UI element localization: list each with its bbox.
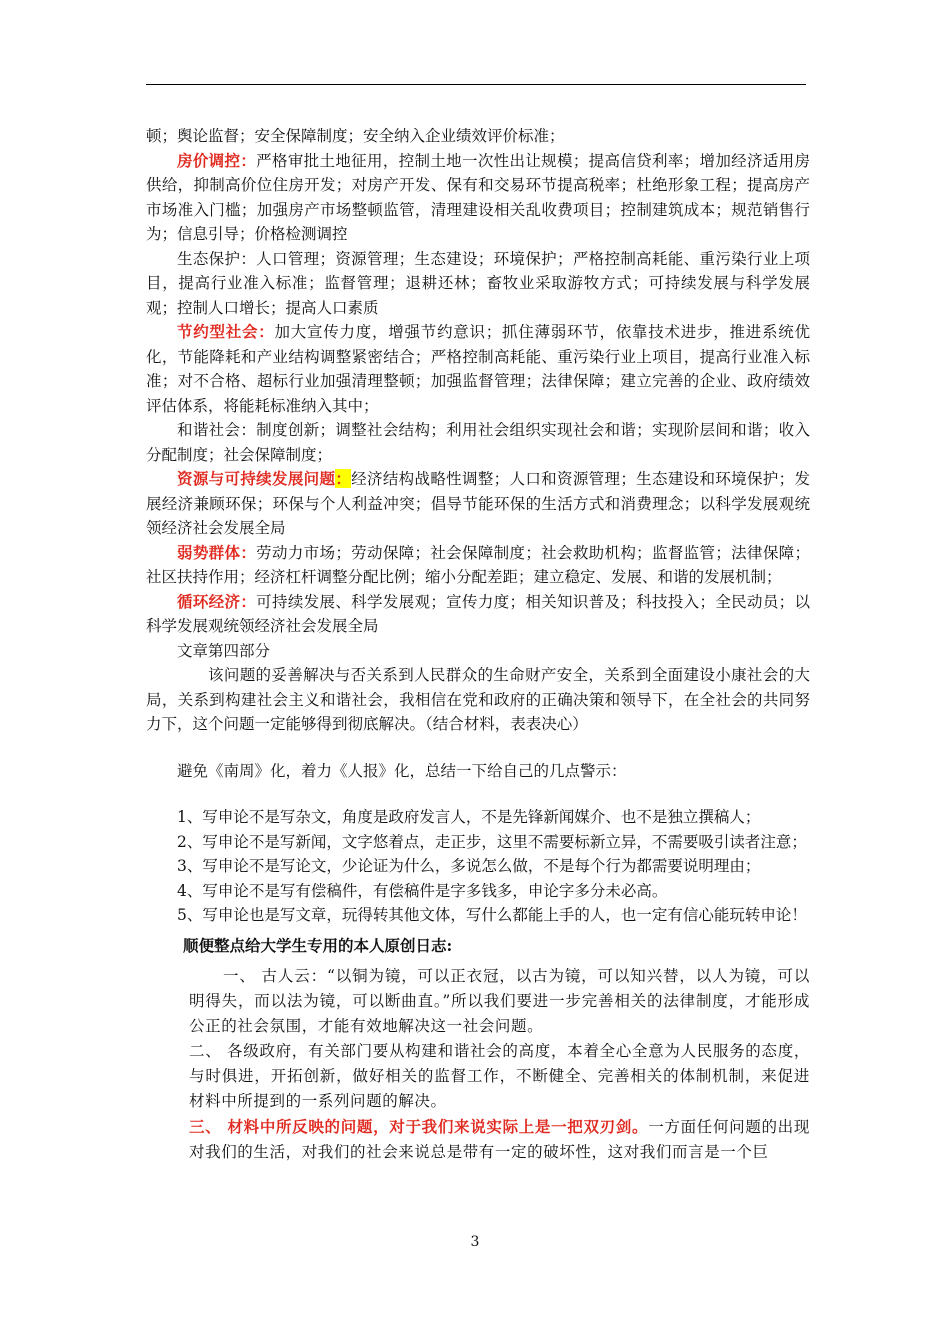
document-body — [146, 124, 810, 1165]
warning-item-3: 3、写申论不是写论文，少论证为什么，多说怎么做，不是每个行为都需要说明理由； — [177, 857, 761, 875]
saving-text: 加大宣传力度，增强节约意识；抓住薄弱环节，依靠技术进步，推进系统优化，节能降耗和产业结构调整紧密结合；严格控制高耗能、重污染行业上项目，提高行业准入标准；对不合格、超标行业加强清理整顿；加强监督管理；法律保障；建立完善的企业、政府绩效评估体系，将能耗标准纳入其中； — [146, 323, 810, 415]
warning-item-1: 1、写申论不是写杂文，角度是政府发言人，不是先锋新闻媒介、也不是独立撰稿人； — [177, 808, 761, 826]
resources-text: 经济结构战略性调整；人口和资源管理；生态建设和环境保护；发展经济兼顾环保；环保与个人利益冲突；倡导节能环保的生活方式和消费理念；以科学发展观统领经济社会发展全局 — [146, 470, 810, 537]
resources-heading-colon: ： — [335, 469, 352, 488]
cycle-economy-text: 可持续发展、科学发展观；宣传力度；相关知识普及；科技投入；全民动员；以科学发展观统领经济社会发展全局 — [146, 592, 810, 635]
header-rule — [146, 84, 806, 85]
warning-item-2: 2、写申论不是写新闻，文字悠着点，走正步，这里不需要标新立异，不需要吸引读者注意； — [177, 832, 807, 851]
journal-item-3 — [189, 1114, 810, 1165]
intro-line: 顿；舆论监督；安全保障制度；安全纳入企业绩效评价标准； — [146, 127, 565, 145]
cycle-economy-paragraph — [146, 590, 810, 639]
housing-heading: 房价调控： — [177, 150, 257, 170]
page-number: 3 — [470, 1234, 480, 1250]
warnings-intro: 避免《南周》化，着力《人报》化，总结一下给自己的几点警示： — [177, 761, 627, 780]
part4-text: 该问题的妥善解决与否关系到人民群众的生命财产安全，关系到全面建设小康社会的大局，关系到构建社会主义和谐社会，我相信在党和政府的正确决策和领导下，在全社会的共同努力下，这个问题一定能够得到彻底解决。（结合材料，表表决心） — [146, 666, 810, 733]
journal-title: 顺便整点给大学生专用的本人原创日志: — [183, 935, 453, 955]
spacer — [146, 783, 810, 805]
eco-paragraph: 生态保护：人口管理；资源管理；生态建设；环境保护；严格控制高耗能、重污染行业上项目，提高行业准入标准；监督管理；退耕还林；畜牧业采取游牧方式；可持续发展与科学发展观；控制人口增长；提高人口素质 — [146, 249, 810, 317]
warning-item-5: 5、写申论也是写文章，玩得转其他文体，写什么都能上手的人，也一定有信心能玩转申论！ — [177, 906, 807, 924]
weak-groups-text: 劳动力市场；劳动保障；社会保障制度；社会救助机构；监督监管；法律保障；社区扶持作用；经济杠杆调整分配比例；缩小分配差距；建立稳定、发展、和谐的发展机制； — [146, 543, 810, 586]
housing-text: 严格审批土地征用，控制土地一次性出让规模；提高信贷利率；增加经济适用房供给，抑制高价位住房开发；对房产开发、保有和交易环节提高税率；杜绝形象工程；提高房产市场准入门槛；加强房产市场整顿监管，清理建设相关乱收费项目；控制建筑成本；规范销售行为；信息引导；价格检测调控 — [146, 151, 810, 243]
resources-paragraph — [146, 467, 810, 541]
weak-groups-paragraph — [146, 541, 810, 590]
saving-paragraph — [146, 320, 810, 418]
weak-groups-heading: 弱势群体： — [177, 542, 257, 562]
journal-section — [146, 964, 810, 1165]
journal-item-3-heading: 三、 材料中所反映的问题，对于我们来说实际上是一把双刃剑。 — [189, 1117, 649, 1136]
saving-heading: 节约型社会： — [177, 322, 275, 341]
warning-item-4: 4、写申论不是写有偿稿件，有偿稿件是字多钱多，申论字多分未必高。 — [177, 881, 668, 900]
journal-item-2: 二、 各级政府，有关部门要从构建和谐社会的高度，本着全心全意为人民服务的态度，与时俱进，开拓创新，做好相关的监督工作，不断健全、完善相关的体制机制，来促进材料中所提到的一系列问题的解决。 — [189, 1042, 810, 1110]
housing-paragraph — [146, 149, 810, 247]
part4-title: 文章第四部分 — [177, 641, 271, 660]
resources-heading: 资源与可持续发展问题 — [177, 469, 336, 488]
spacer — [146, 737, 810, 759]
harmony-paragraph: 和谐社会：制度创新；调整社会结构；利用社会组织实现社会和谐；实现阶层间和谐；收入分配制度；社会保障制度； — [146, 421, 810, 464]
journal-item-3-text: 一方面任何问题的出现对我们的生活，对我们的社会来说总是带有一定的破坏性，这对我们而言是一个巨 — [189, 1118, 810, 1161]
journal-item-1: 一、 古人云：“以铜为镜，可以正衣冠，以古为镜，可以知兴替，以人为镜，可以明得失，而以法为镜，可以断曲直。”所以我们要进一步完善相关的法律制度，才能形成公正的社会氛围，才能有效地解决这一社会问题。 — [189, 967, 810, 1035]
cycle-economy-heading: 循环经济： — [177, 591, 257, 611]
